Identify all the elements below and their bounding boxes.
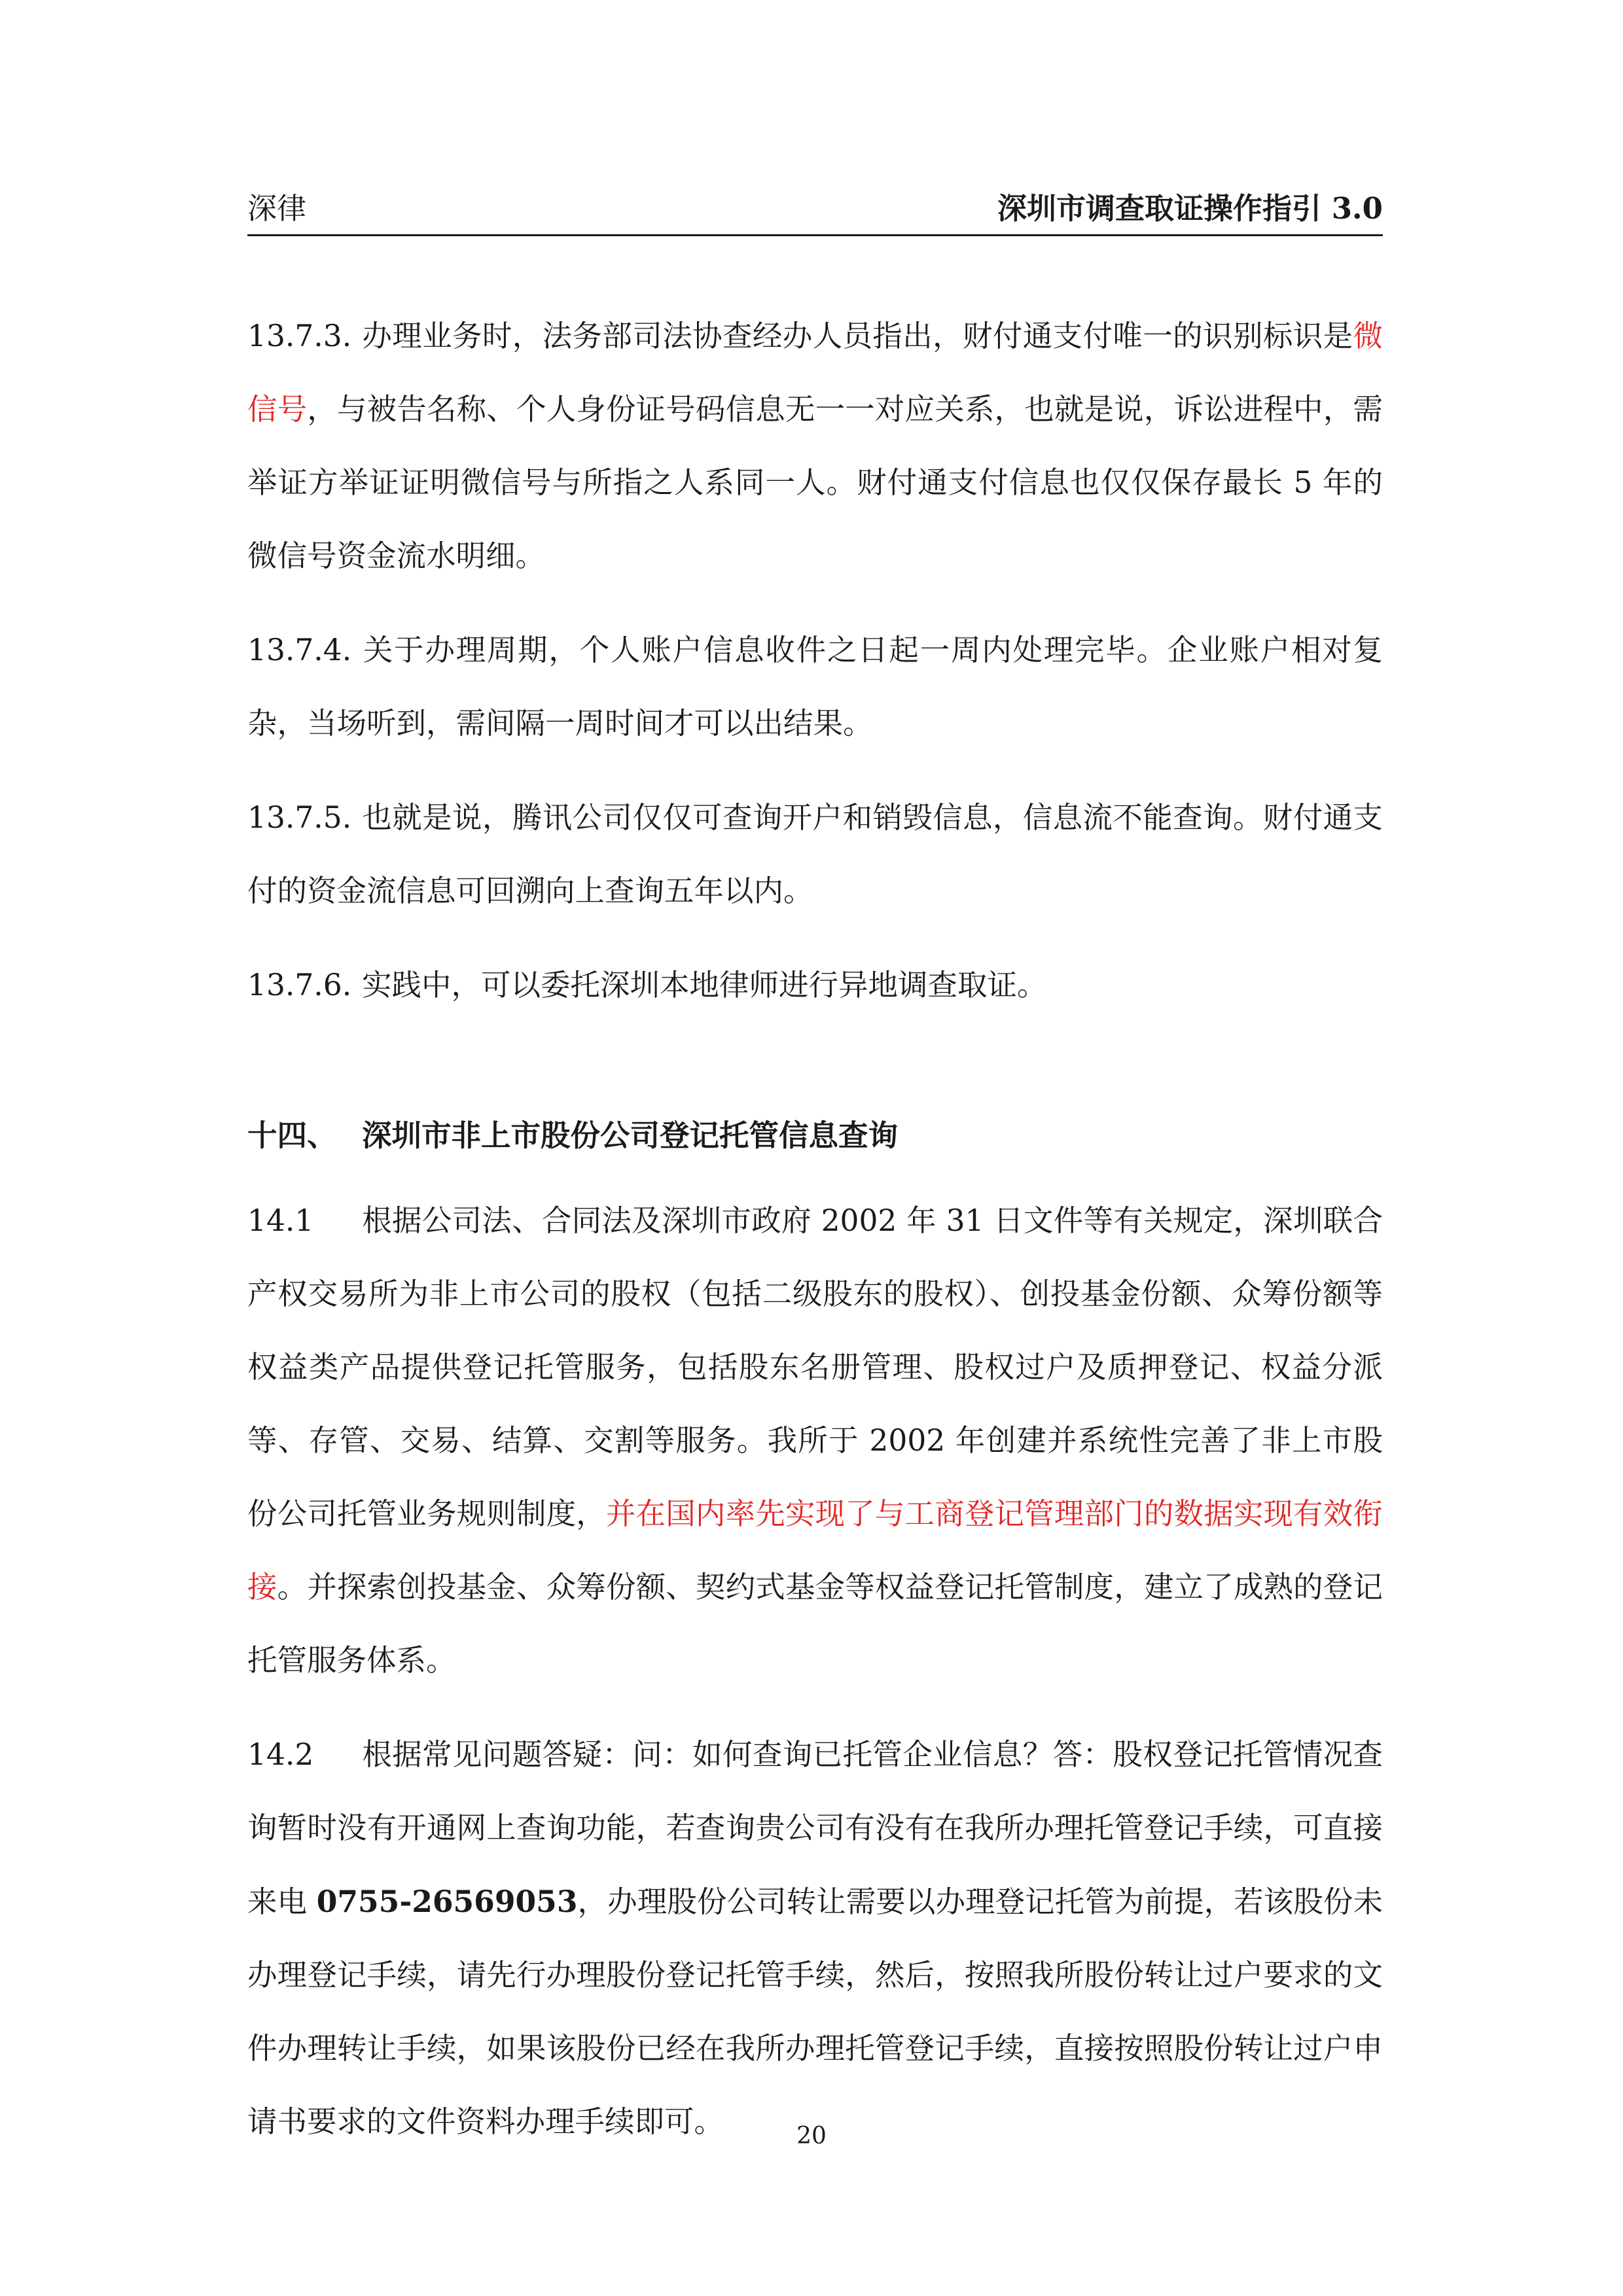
clause-number: 13.7.4. bbox=[247, 633, 352, 667]
clause-14-1 bbox=[247, 1184, 1383, 1697]
highlighted-text: 微信号 bbox=[247, 319, 1383, 427]
clause-number: 13.7.6. bbox=[247, 968, 352, 1002]
header-divider bbox=[247, 234, 1383, 236]
clause-text: ，办理股份公司转让需要以办理登记托管为前提，若该股份未办理登记手续，请先行办理股份登记托管手续，然后，按照我所股份转让过户要求的文件办理转让手续，如果该股份已经在我所办理托管登记手续，直接按照股份转让过户申请书要求的文件资料办理手续即可。 bbox=[247, 1884, 1383, 2139]
clause-text: ，与被告名称、个人身份证号码信息无一一对应关系，也就是说，诉讼进程中，需举证方举证证明微信号与所指之人系同一人。财付通支付信息也仅仅保存最长 5 年的微信号资金流水明细。 bbox=[247, 392, 1383, 573]
clause-13-7-3 bbox=[247, 300, 1383, 593]
clause-14-2 bbox=[247, 1718, 1383, 2159]
document-body bbox=[247, 300, 1383, 2180]
clause-text: 办理业务时，法务部司法协查经办人员指出，财付通支付唯一的识别标识是 bbox=[362, 319, 1353, 353]
clause-text: 也就是说，腾讯公司仅仅可查询开户和销毁信息，信息流不能查询。财付通支付的资金流信息可回溯向上查询五年以内。 bbox=[247, 800, 1383, 908]
clause-text: 实践中，可以委托深圳本地律师进行异地调查取证。 bbox=[362, 968, 1047, 1002]
clause-text: 根据常见问题答疑：问：如何查询已托管企业信息？答：股权登记托管情况查询暂时没有开通网上查询功能，若查询贵公司有没有在我所办理托管登记手续，可直接来电 bbox=[247, 1737, 1383, 1919]
clause-number: 13.7.3. bbox=[247, 319, 352, 353]
clause-text: 关于办理周期，个人账户信息收件之日起一周内处理完毕。企业账户相对复杂，当场听到，需间隔一周时间才可以出结果。 bbox=[247, 633, 1383, 741]
clause-13-7-6 bbox=[247, 949, 1383, 1022]
clause-number: 13.7.5. bbox=[247, 800, 352, 835]
clause-text: 。并探索创投基金、众筹份额、契约式基金等权益登记托管制度，建立了成熟的登记托管服务体系。 bbox=[247, 1570, 1383, 1678]
page-number: 20 bbox=[796, 2123, 827, 2149]
clause-13-7-5 bbox=[247, 781, 1383, 928]
header-left-label: 深律 bbox=[247, 191, 307, 226]
section-number: 十四、 bbox=[247, 1118, 337, 1153]
highlighted-text: 并在国内率先实现了与工商登记管理部门的数据实现有效衔接 bbox=[247, 1496, 1383, 1604]
phone-number: 0755-26569053 bbox=[316, 1884, 578, 1919]
clause-13-7-4 bbox=[247, 614, 1383, 760]
clause-text: 根据公司法、合同法及深圳市政府 2002 年 31 日文件等有关规定，深圳联合产权交易所为非上市公司的股权（包括二级股东的股权）、创投基金份额、众筹份额等权益类产品提供登记托管服务，包括股东名册管理、股权过户及质押登记、权益分派等、存管、交易、结算、交割等服务。我所于 2002 年创建并系统性完善了非上市股份公司托管业务规则制度， bbox=[247, 1203, 1383, 1531]
clause-number: 14.1 bbox=[247, 1203, 314, 1238]
header-title: 深圳市调查取证操作指引 3.0 bbox=[997, 191, 1383, 226]
page-header bbox=[247, 188, 1383, 229]
clause-number: 14.2 bbox=[247, 1737, 314, 1772]
section-title: 深圳市非上市股份公司登记托管信息查询 bbox=[362, 1118, 899, 1153]
section-heading bbox=[247, 1099, 1383, 1173]
